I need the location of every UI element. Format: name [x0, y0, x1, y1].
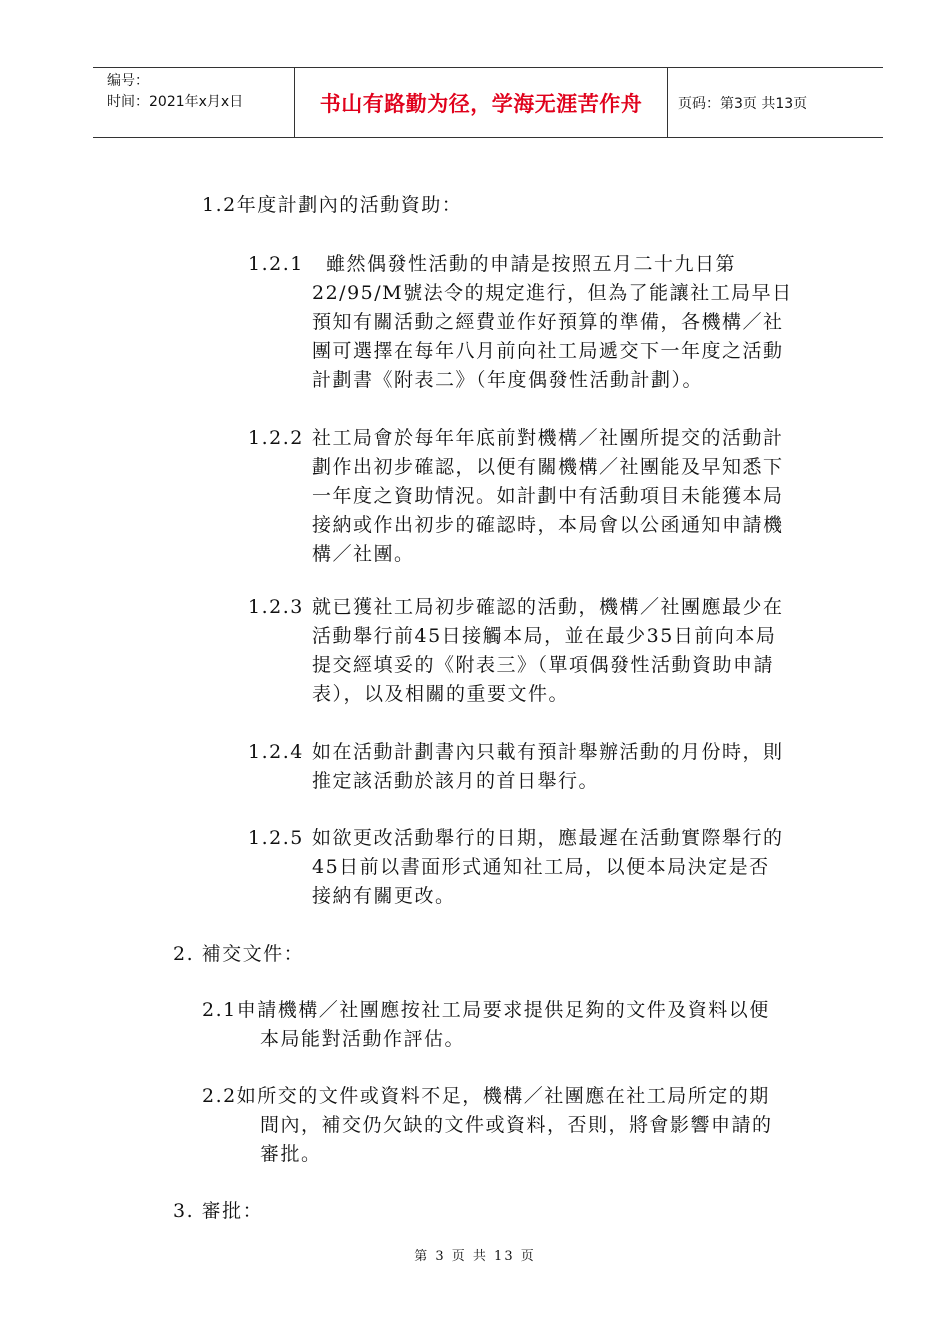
item-number: 1.2.4 — [248, 741, 304, 763]
item-line: 45日前以書面形式通知社工局，以便本局決定是否 — [312, 856, 770, 878]
item-number: 1.2.1 — [248, 253, 304, 275]
item-line: 計劃書《附表二》（年度偶發性活動計劃）。 — [312, 369, 704, 391]
item-line: 活動舉行前45日接觸本局，並在最少35日前向本局 — [312, 625, 777, 647]
item-line: 推定該活動於該月的首日舉行。 — [312, 770, 600, 792]
page-header — [93, 67, 883, 138]
section-2-1-line: 2.1申請機構／社團應按社工局要求提供足夠的文件及資料以便 — [202, 999, 770, 1021]
section-2-2-line: 間內，補交仍欠缺的文件或資料，否則，將會影響申請的 — [260, 1114, 773, 1136]
item-line: 接納有關更改。 — [312, 885, 456, 907]
section-2-2-line: 2.2如所交的文件或資料不足，機構／社團應在社工局所定的期 — [202, 1085, 770, 1107]
section-2-1-line: 本局能對活動作評估。 — [260, 1028, 466, 1050]
section-1-2-title: 1.2年度計劃內的活動資助： — [202, 194, 463, 216]
section-3-title: 3. 審批： — [173, 1200, 264, 1222]
item-line: 一年度之資助情況。如計劃中有活動項目未能獲本局 — [312, 485, 784, 507]
section-2-title: 2. 補交文件： — [173, 943, 305, 965]
item-number: 1.2.5 — [248, 827, 304, 849]
item-line: 如欲更改活動舉行的日期，應最遲在活動實際舉行的 — [312, 827, 784, 849]
item-line: 如在活動計劃書內只載有預計舉辦活動的月份時，則 — [312, 741, 784, 763]
section-2-2-line: 審批。 — [260, 1143, 322, 1165]
time-label: 时间：2021年x月x日 — [107, 94, 244, 110]
item-number: 1.2.3 — [248, 596, 304, 618]
item-line: 團可選擇在每年八月前向社工局遞交下一年度之活動 — [312, 340, 784, 362]
item-line: 預知有關活動之經費並作好預算的準備，各機構／社 — [312, 311, 784, 333]
item-line: 提交經填妥的《附表三》（單項偶發性活動資助申請 — [312, 654, 775, 676]
item-line: 接納或作出初步的確認時，本局會以公函通知申請機 — [312, 514, 784, 536]
item-line: 社工局會於每年年底前對機構／社團所提交的活動計 — [312, 427, 784, 449]
code-label: 编号： — [107, 73, 149, 89]
item-line: 22/95/M號法令的規定進行，但為了能讓社工局早日 — [312, 282, 793, 304]
page-footer: 第 3 页 共 13 页 — [414, 1249, 536, 1264]
item-number: 1.2.2 — [248, 427, 304, 449]
item-line: 構／社團。 — [312, 543, 415, 565]
header-meta — [93, 68, 295, 137]
header-page-info: 页码：第3页 共13页 — [678, 95, 808, 112]
item-line: 雖然偶發性活動的申請是按照五月二十九日第 — [326, 253, 737, 275]
header-motto: 书山有路勤为径，学海无涯苦作舟 — [295, 68, 668, 137]
item-line: 就已獲社工局初步確認的活動，機構／社團應最少在 — [312, 596, 784, 618]
item-line: 劃作出初步確認，以便有關機構／社團能及早知悉下 — [312, 456, 784, 478]
item-line: 表），以及相關的重要文件。 — [312, 683, 570, 705]
